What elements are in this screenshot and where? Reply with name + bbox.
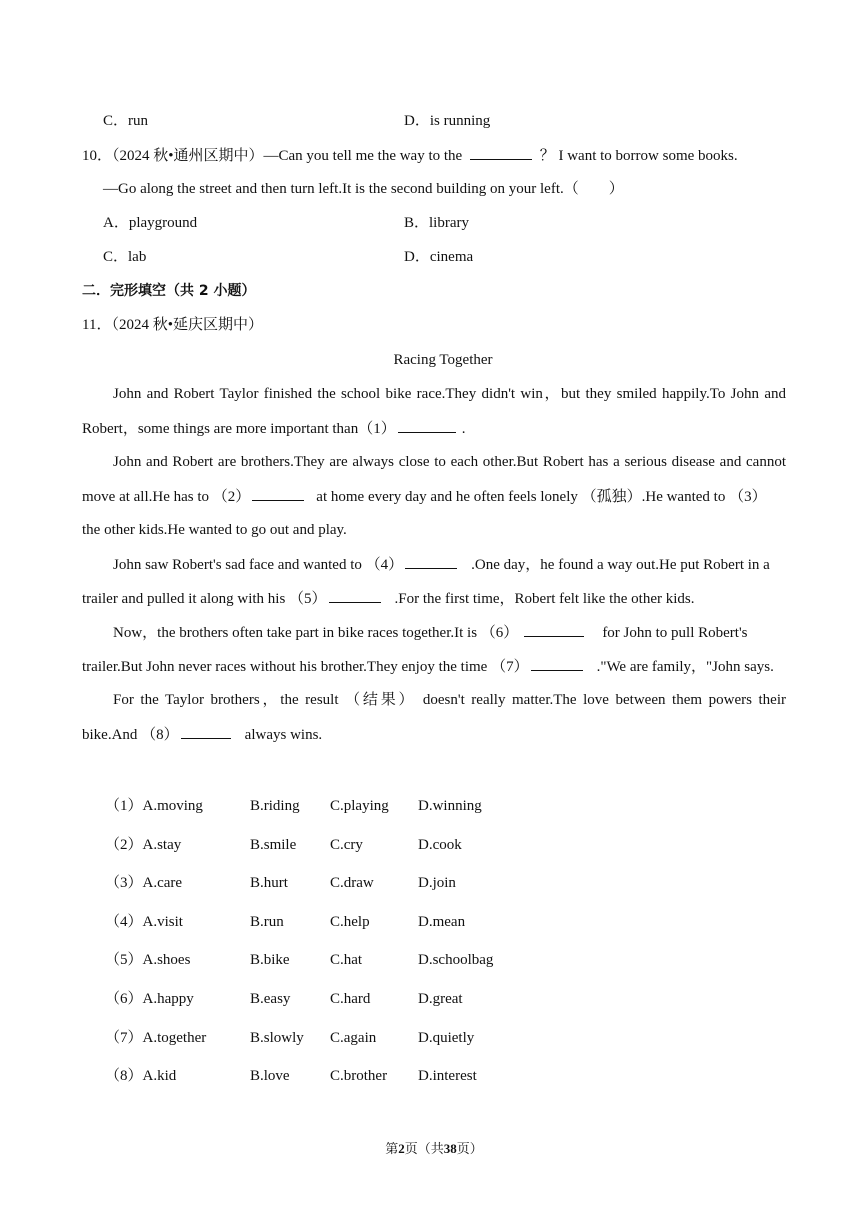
blank-5 <box>329 588 381 603</box>
page-footer <box>0 1138 868 1157</box>
option-5-c: C.hat <box>330 952 363 969</box>
option-6-b: B.easy <box>250 991 291 1007</box>
passage-title: Racing Together <box>393 352 493 368</box>
footer-pre: 第 <box>385 1141 399 1156</box>
option-8-c: C.brother <box>330 1068 388 1085</box>
option-7-c: C.again <box>330 1029 377 1046</box>
option-2-num: （2）A.stay <box>105 836 182 853</box>
p1-line1: John and Robert Taylor finished the school bike race.They didn't win，but they smiled happily.To John and <box>113 386 786 402</box>
section-title: 二．完形填空（共 2 小题） <box>82 283 256 299</box>
q10-option-b: B．library <box>404 215 469 231</box>
p1-end: . <box>461 421 466 437</box>
q10-suffix: ？ I want to borrow some books. <box>539 148 738 164</box>
p3-text-b: .One day，he found a way out.He put Robert in a <box>471 557 770 573</box>
option-8-d: D.interest <box>418 1068 477 1085</box>
q10-blank <box>470 145 532 160</box>
p4-text-d: ."We are family，"John says. <box>596 659 774 675</box>
q10-option-c: C．lab <box>103 249 147 265</box>
option-6-d: D.great <box>418 991 463 1007</box>
option-1-c: C.playing <box>330 798 389 814</box>
option-5-num: （5）A.shoes <box>105 952 191 969</box>
blank-2 <box>252 486 304 501</box>
option-6-num: （6）A.happy <box>105 991 194 1007</box>
p4-line2 <box>82 656 774 677</box>
q10-prefix: 10．（2024 秋•通州区期中）—Can you tell me the way to the <box>82 148 463 164</box>
p4-text-b: for John to pull Robert's <box>602 625 748 641</box>
q10-line2: —Go along the street and then turn left.It is the second building on your left.（ ） <box>103 181 624 197</box>
p3-line1 <box>113 554 786 575</box>
option-3-num: （3）A.care <box>105 875 183 892</box>
q10-option-d: D．cinema <box>404 249 474 265</box>
option-1-b: B.riding <box>250 798 300 814</box>
footer-total-pages: 38 <box>443 1141 457 1156</box>
p2-text-a: move at all.He has to （2） <box>82 489 251 505</box>
p2-line3: the other kids.He wanted to go out and play. <box>82 522 347 538</box>
blank-8 <box>181 724 231 739</box>
footer-post: 页） <box>456 1141 483 1156</box>
blank-7 <box>531 656 583 671</box>
p2-line2 <box>82 486 786 507</box>
q10-option-a: A．playground <box>103 215 198 231</box>
p3-text-c: trailer and pulled it along with his （5） <box>82 591 327 607</box>
q11-source: 11．（2024 秋•延庆区期中） <box>82 317 263 333</box>
option-2-d: D.cook <box>418 836 462 853</box>
option-2-b: B.smile <box>250 836 297 853</box>
option-4-c: C.help <box>330 913 370 930</box>
q10-stem <box>82 145 738 166</box>
option-3-d: D.join <box>418 875 456 892</box>
option-7-b: B.slowly <box>250 1029 304 1046</box>
p1-line2 <box>82 418 465 439</box>
option-4-b: B.run <box>250 913 284 930</box>
option-3-c: C.draw <box>330 875 374 892</box>
p5-text-b: always wins. <box>244 727 323 743</box>
p5-text-a: bike.And （8） <box>82 727 179 743</box>
blank-6 <box>524 622 584 637</box>
option-5-d: D.schoolbag <box>418 952 494 969</box>
blank-1 <box>398 418 456 433</box>
p3-text-a: John saw Robert's sad face and wanted to （4） <box>113 557 404 573</box>
q9-option-d: D．is running <box>404 113 491 129</box>
option-7-d: D.quietly <box>418 1029 475 1046</box>
p5-line1: For the Taylor brothers，the result （结果） doesn't really matter.The love between them powers their <box>113 692 786 708</box>
q9-option-c: C．run <box>103 113 149 129</box>
option-6-c: C.hard <box>330 991 371 1007</box>
blank-4 <box>405 554 457 569</box>
p2-line1: John and Robert are brothers.They are always close to each other.But Robert has a serious disease and cannot <box>113 454 786 470</box>
option-8-b: B.love <box>250 1068 290 1085</box>
option-4-num: （4）A.visit <box>105 913 183 930</box>
option-1-num: （1）A.moving <box>105 798 203 814</box>
option-8-num: （8）A.kid <box>105 1068 177 1085</box>
footer-page-number: 2 <box>398 1141 405 1156</box>
p3-text-d: .For the first time，Robert felt like the other kids. <box>394 591 695 607</box>
option-1-d: D.winning <box>418 798 482 814</box>
p5-line2 <box>82 724 322 745</box>
option-5-b: B.bike <box>250 952 290 969</box>
option-7-num: （7）A.together <box>105 1029 207 1046</box>
p4-text-c: trailer.But John never races without his brother.They enjoy the time （7） <box>82 659 529 675</box>
p2-text-b: at home every day and he often feels lonely （孤独）.He wanted to （3） <box>316 489 767 505</box>
option-2-c: C.cry <box>330 836 363 853</box>
footer-mid: 页（共 <box>404 1141 444 1156</box>
p4-line1 <box>113 622 786 643</box>
option-4-d: D.mean <box>418 913 466 930</box>
p3-line2 <box>82 588 695 609</box>
p4-text-a: Now，the brothers often take part in bike races together.It is （6） <box>113 625 519 641</box>
option-3-b: B.hurt <box>250 875 288 892</box>
p1-text: Robert，some things are more important than（1） <box>82 421 396 437</box>
